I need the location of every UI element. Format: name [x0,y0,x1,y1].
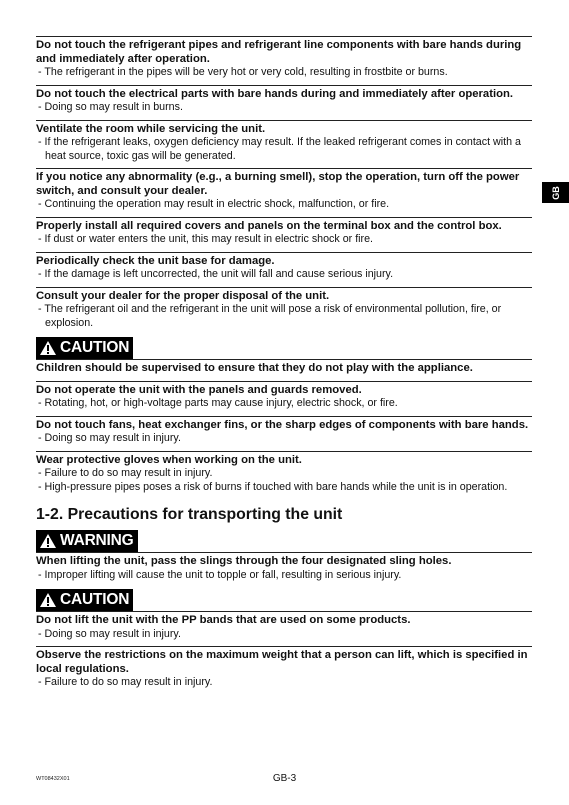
precaution-bullet: - Rotating, hot, or high-voltage parts may cause injury, electric shock, or fire. [36,397,532,411]
precaution-title: Ventilate the room while servicing the unit. [36,122,266,135]
warning-header [36,530,532,553]
alert-triangle-icon [39,533,57,549]
language-side-tab [542,182,569,203]
page-number: GB-3 [272,773,297,784]
precaution-bullet: - If the refrigerant leaks, oxygen deficiency may result. If the leaked refrigerant comes in contact with a heat source, toxic gas will be generated. [36,136,532,163]
precaution-bullet: - The refrigerant oil and the refrigerant in the unit will pose a risk of environmental pollution, fire, or explosion. [36,303,532,330]
warning-badge [36,530,138,552]
caution-badge-2 [36,589,133,611]
document-page [36,36,532,695]
precaution-item [36,120,532,169]
precaution-item [36,252,532,287]
precaution-title: If you notice any abnormality (e.g., a burning smell), stop the operation, turn off the power switch, and consult your dealer. [36,171,520,197]
precaution-bullet: - Failure to do so may result in injury. [36,467,532,481]
precaution-bullet: - Improper lifting will cause the unit to topple or fall, resulting in serious injury. [36,569,532,583]
precaution-bullet: - High-pressure pipes poses a risk of burns if touched with bare hands while the unit is in operation. [36,481,532,495]
precaution-item [36,287,532,336]
precaution-bullet: - Doing so may result in injury. [36,432,532,446]
precaution-bullet: - Continuing the operation may result in electric shock, malfunction, or fire. [36,198,532,212]
precaution-title: Do not touch fans, heat exchanger fins, or the sharp edges of components with bare hands. [36,418,529,431]
warning-label: WARNING [60,532,134,549]
precaution-title: Consult your dealer for the proper disposal of the unit. [36,289,330,302]
precaution-item [36,646,532,695]
section-heading: 1-2. Precautions for transporting the unit [36,506,343,523]
precaution-bullet: - The refrigerant in the pipes will be very hot or very cold, resulting in frostbite or burns. [36,66,532,80]
precaution-item [36,36,532,85]
transport-caution-items-list [36,612,532,695]
precaution-item [36,553,532,587]
precaution-bullet: - Doing so may result in burns. [36,101,532,115]
precaution-bullet: - Failure to do so may result in injury. [36,676,532,690]
caution-header-2 [36,589,532,612]
precaution-item [36,381,532,416]
document-code: WT08432X01 [36,776,70,782]
caution-badge [36,337,133,359]
alert-triangle-icon [39,340,57,356]
precaution-title: Do not operate the unit with the panels and guards removed. [36,383,362,396]
precaution-item [36,612,532,646]
precaution-title: Observe the restrictions on the maximum weight that a person can lift, which is specified in local regulations. [36,649,528,675]
caution-label: CAUTION [60,339,130,356]
precaution-title: Children should be supervised to ensure that they do not play with the appliance. [36,362,473,374]
precaution-title: Do not lift the unit with the PP bands that are used on some products. [36,614,411,626]
precaution-title: When lifting the unit, pass the slings through the four designated sling holes. [36,555,452,567]
precaution-bullet: - If the damage is left uncorrected, the unit will fall and cause serious injury. [36,268,532,282]
side-tab-label: GB [550,185,561,200]
precaution-bullet: - Doing so may result in injury. [36,628,532,642]
precaution-item [36,217,532,252]
precaution-title: Do not touch the refrigerant pipes and refrigerant line components with bare hands during and immediately after operation. [36,39,522,65]
precaution-title: Do not touch the electrical parts with bare hands during and immediately after operation. [36,87,514,100]
precaution-item [36,85,532,120]
alert-triangle-icon [39,592,57,608]
precaution-item [36,360,532,381]
transport-warning-items-list [36,553,532,587]
warning-items-list [36,36,532,335]
precaution-title: Wear protective gloves when working on the unit. [36,453,302,466]
precaution-item [36,451,532,500]
precaution-item [36,168,532,217]
precaution-item [36,416,532,451]
caution-items-list [36,360,532,499]
caution-header [36,337,532,360]
precaution-title: Periodically check the unit base for damage. [36,254,275,267]
precaution-title: Properly install all required covers and panels on the terminal box and the control box. [36,219,502,232]
precaution-bullet: - If dust or water enters the unit, this may result in electric shock or fire. [36,233,532,247]
caution-label-2: CAUTION [60,591,130,608]
